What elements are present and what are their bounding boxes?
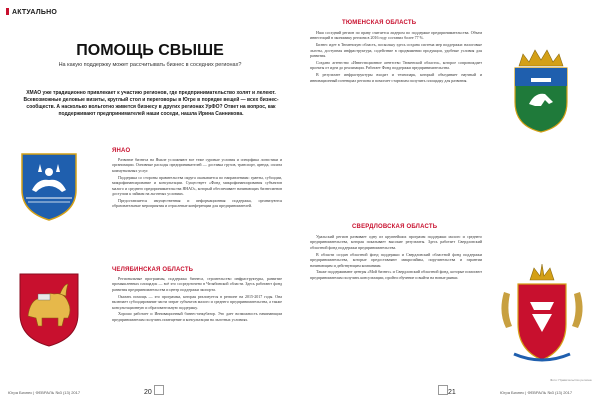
page-number-left-value: 20 [144,389,152,396]
yanao-emblem-icon [18,150,80,222]
sverdlovsk-heading: СВЕРДЛОВСКАЯ ОБЛАСТЬ [352,224,438,230]
chelyabinsk-text [112,276,282,376]
lead-paragraph: ХМАО уже традиционно привлекает к участию регионов, где предпринимательство холят и лелеют. Всевозможные деловые визиты, круглый стол и переговоры в Югре в порядке вещей — всех бизнес-сообществ. А насколько вольготно живется бизнесу в других регионах УрФО? Ответ на вопрос, как поддерживают предпринимателей наши соседи, нашла Ирина Санникова. [23,90,279,117]
page-number-box [438,385,448,395]
yanao-heading: ЯНАО [112,148,131,154]
yanao-paragraph: Поддержка со стороны правительства округа оказывается по направлениям: гранты, субсидии, микрофинансирование и консультации. Существует «Фонд микрофинансирования субъектов малого и среднего предпринимательства ЯНАО», который обеспечивает начинающих бизнесменов доступом к займам на льготных условиях. [112,174,282,196]
photo-credit: Фото: Правительство региона [550,378,592,382]
sverdlovsk-paragraph: Также поддерживают центры «Мой бизнес» и Свердловский областной фонд, которые помогают предпринимателям получить консультации, пройти обучение и выйти на новые рынки. [310,269,482,280]
chelyabinsk-paragraph: Оказать помощь — это программа, которая реализуется в регионе на 2015-2017 годы. Она включает субсидирование части затрат субъектов малого и среднего предпринимательства, а также консультационную и образовательную поддержку. [112,293,282,310]
tyumen-paragraph: Создано агентство «Инвестиционное агентство Тюменской области», которое сопровождает проекты от идеи до реализации. Работает Фонд поддержки предпринимательства. [310,60,482,71]
sverdlovsk-emblem-icon [496,262,588,368]
section-bar [6,8,9,15]
tyumen-emblem-icon [505,46,577,134]
sverdlovsk-paragraph: Уральский регион развивает одну из крупнейших программ поддержки малого и среднего предпринимательства, которая показывает высокие результаты. Здесь работает Свердловский областной фонд поддержки предпринимательства. [310,234,482,250]
page-number-left [144,385,164,396]
page-subtitle: На какую поддержку может рассчитывать бизнес в соседних регионах? [58,62,242,68]
footer-left: Югра Бизнес | ФЕВРАЛЬ №3 (13) 2017 [8,390,81,395]
right-page [300,0,600,404]
page-number-box [154,385,164,395]
page-number-right [436,385,456,396]
chelyabinsk-paragraph: Хорошо работает и Инновационный бизнес-инкубатор. Это дает возможность начинающим предпринимателям получить помещение и консультации на льготных условиях. [112,311,282,322]
chelyabinsk-emblem-icon [16,270,82,348]
page-number-right-value: 21 [448,389,456,396]
tyumen-text [310,30,482,198]
tyumen-heading: ТЮМЕНСКАЯ ОБЛАСТЬ [342,20,417,26]
tyumen-paragraph: В результате инфраструктуры входит и технопарк, который объединяет научный и инновационный потенциал региона и помогает стартапам получить площадку для развития. [310,72,482,83]
tyumen-paragraph: Бизнес идет в Тюменскую область, поскольку здесь создана система мер поддержки: налоговые льготы, доступная инфраструктура, содействие в продвижении продукции, удобные условия для развития. [310,42,482,59]
page-title: ПОМОЩЬ СВЫШЕ [76,42,224,59]
yanao-text [112,157,282,227]
yanao-paragraph: Предоставляется имущественная и информационная поддержка, организуются образовательные мероприятия и отраслевые конференции для предпринимателей. [112,197,282,209]
sverdlovsk-text [310,234,482,380]
sverdlovsk-paragraph: В области создан областной фонд поддержки и Свердловский областной фонд поддержки предпринимательства, которые предоставляют микрозаймы, поручительства и гарантии начинающим и действующим компаниям. [310,251,482,268]
section-tag-label: АКТУАЛЬНО [12,9,57,16]
chelyabinsk-heading: ЧЕЛЯБИНСКАЯ ОБЛАСТЬ [112,267,194,273]
tyumen-paragraph: Наш соседний регион по праву считается лидером по поддержке предпринимательства. Объем инвестиций в экономику региона в 2016 году составил более 77 %. [310,30,482,41]
chelyabinsk-paragraph: Региональные программы, поддержка бизнеса, строительство инфраструктуры, развитие промышленных площадок — всё это сосредоточено в Челябинской области. Здесь работают фонд развития предпринимательства и центр поддержки экспорта. [112,276,282,292]
section-tag [6,8,57,16]
yanao-paragraph: Развитие бизнеса на Ямале усложняют все теже суровые условия и специфика логистики и организации. Основные расходы предпринимателей — доставка грузов, транспорт, аренда, оплата коммунальных услуг. [112,157,282,173]
footer-right: Югра Бизнес | ФЕВРАЛЬ №3 (13) 2017 [500,390,573,395]
